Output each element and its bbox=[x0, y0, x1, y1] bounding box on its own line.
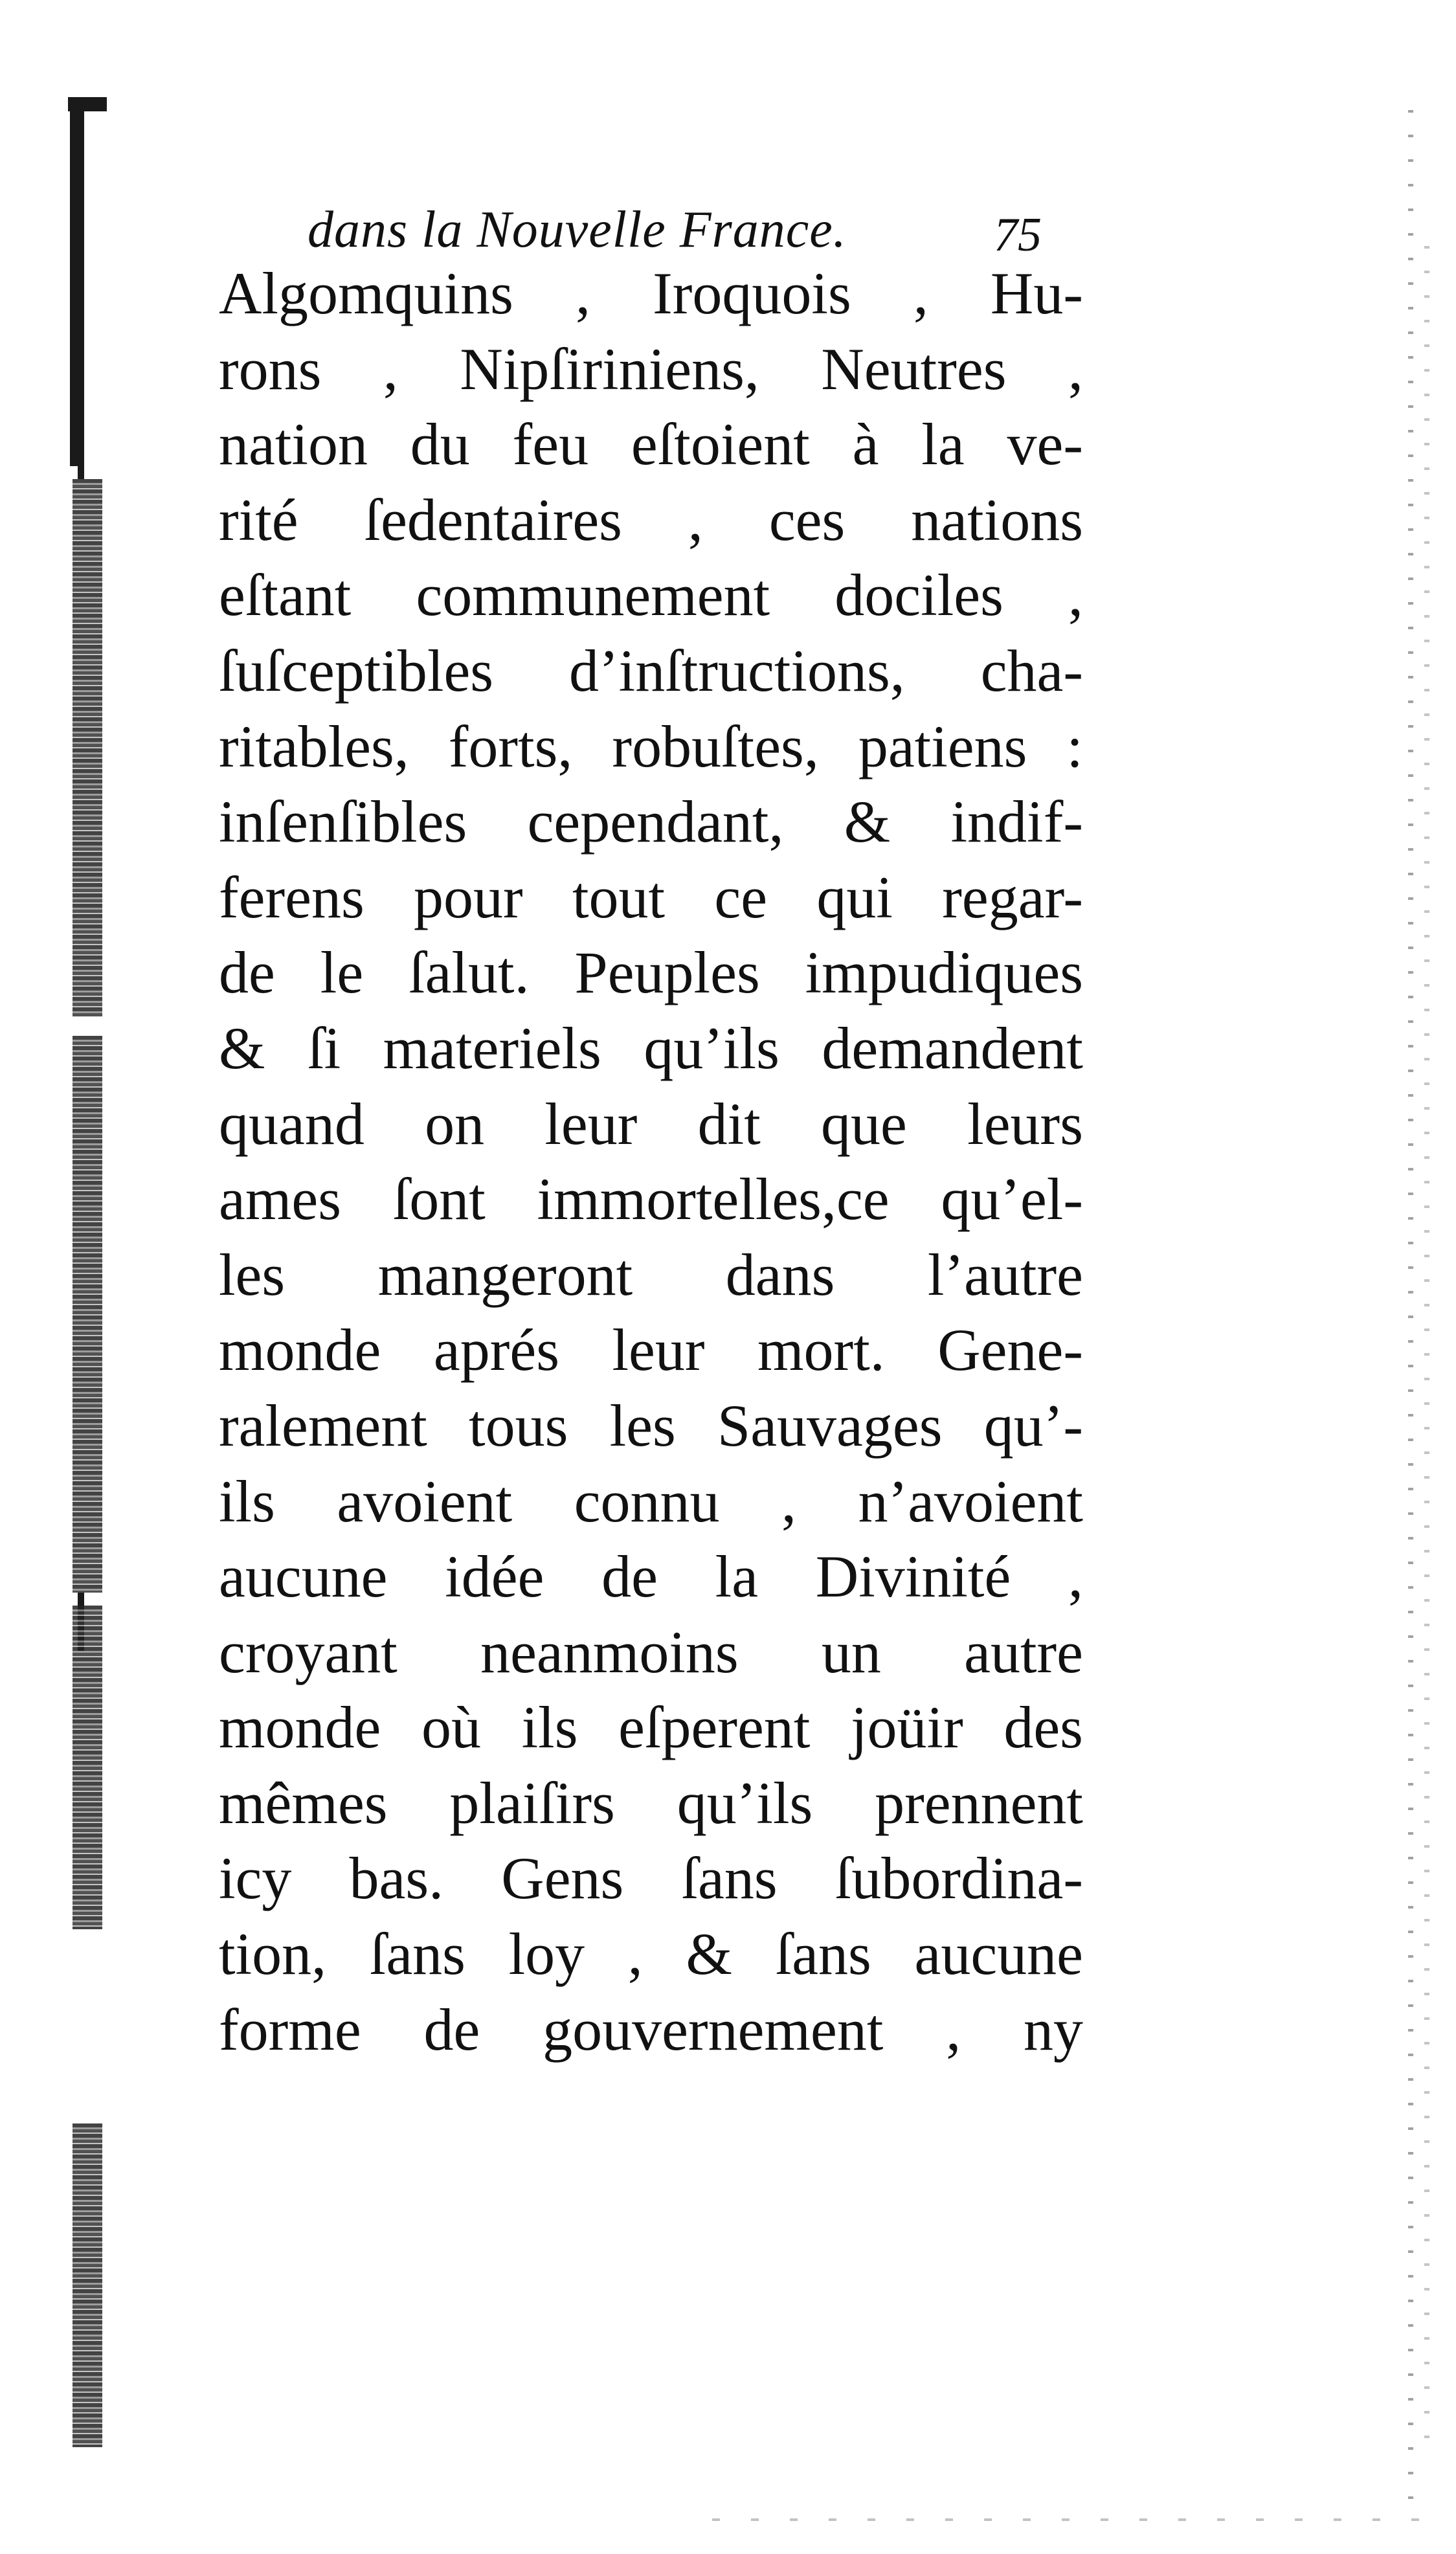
text-line: quand on leur dit que leurs bbox=[219, 1090, 1083, 1157]
page-number: 75 bbox=[994, 208, 1042, 262]
text-line: ames ſont immortelles,ce qu’el- bbox=[219, 1166, 1083, 1233]
text-line: les mangeront dans l’autre bbox=[219, 1241, 1083, 1308]
binding-texture bbox=[73, 2123, 102, 2447]
text-line: eſtant communement dociles , bbox=[219, 562, 1083, 629]
text-line: aucune idée de la Divinité , bbox=[219, 1543, 1083, 1610]
fore-edge-marks bbox=[1408, 110, 1413, 2505]
text-line: ritables, forts, robuſtes, patiens : bbox=[219, 713, 1083, 779]
text-line: ferens pour tout ce qui regar- bbox=[219, 864, 1083, 930]
binding-texture bbox=[73, 1606, 102, 1929]
bottom-edge-marks bbox=[712, 2518, 1424, 2521]
text-line: ils avoient connu , n’avoient bbox=[219, 1468, 1083, 1534]
text-line: icy bas. Gens ſans ſubordina- bbox=[219, 1845, 1083, 1912]
text-line: & ſi materiels qu’ils demandent bbox=[219, 1014, 1083, 1081]
text-line: Algomquins , Iroquois , Hu- bbox=[219, 260, 1083, 326]
text-line: inſenſibles cependant, & indif- bbox=[219, 789, 1083, 855]
binding-texture bbox=[73, 1036, 102, 1593]
text-line: rité ſedentaires , ces nations bbox=[219, 486, 1083, 553]
text-line: forme de gouvernement , ny bbox=[219, 1996, 1083, 2063]
text-line: monde aprés leur mort. Gene- bbox=[219, 1317, 1083, 1383]
text-line: tion, ſans loy , & ſans aucune bbox=[219, 1921, 1083, 1988]
text-line: de le ſalut. Peuples impudiques bbox=[219, 939, 1083, 1006]
binding-texture bbox=[73, 479, 102, 1016]
text-line: croyant neanmoins un autre bbox=[219, 1619, 1083, 1685]
binding-shadow bbox=[70, 104, 84, 466]
fore-edge-marks bbox=[1424, 246, 1429, 2460]
text-line: monde où ils eſperent joüir des bbox=[219, 1694, 1083, 1761]
running-header bbox=[308, 194, 1084, 265]
running-title: dans la Nouvelle France. bbox=[308, 201, 847, 258]
text-line: mêmes plaiſirs qu’ils prennent bbox=[219, 1769, 1083, 1836]
text-line: nation du feu eſtoient à la ve- bbox=[219, 411, 1083, 478]
text-line: ſuſceptibles d’inſtructions, cha- bbox=[219, 637, 1083, 704]
body-text bbox=[219, 256, 1083, 2067]
text-line: rons , Nipſiriniens, Neutres , bbox=[219, 335, 1083, 402]
binding-mark bbox=[78, 466, 84, 479]
text-line: ralement tous les Sauvages qu’- bbox=[219, 1392, 1083, 1459]
